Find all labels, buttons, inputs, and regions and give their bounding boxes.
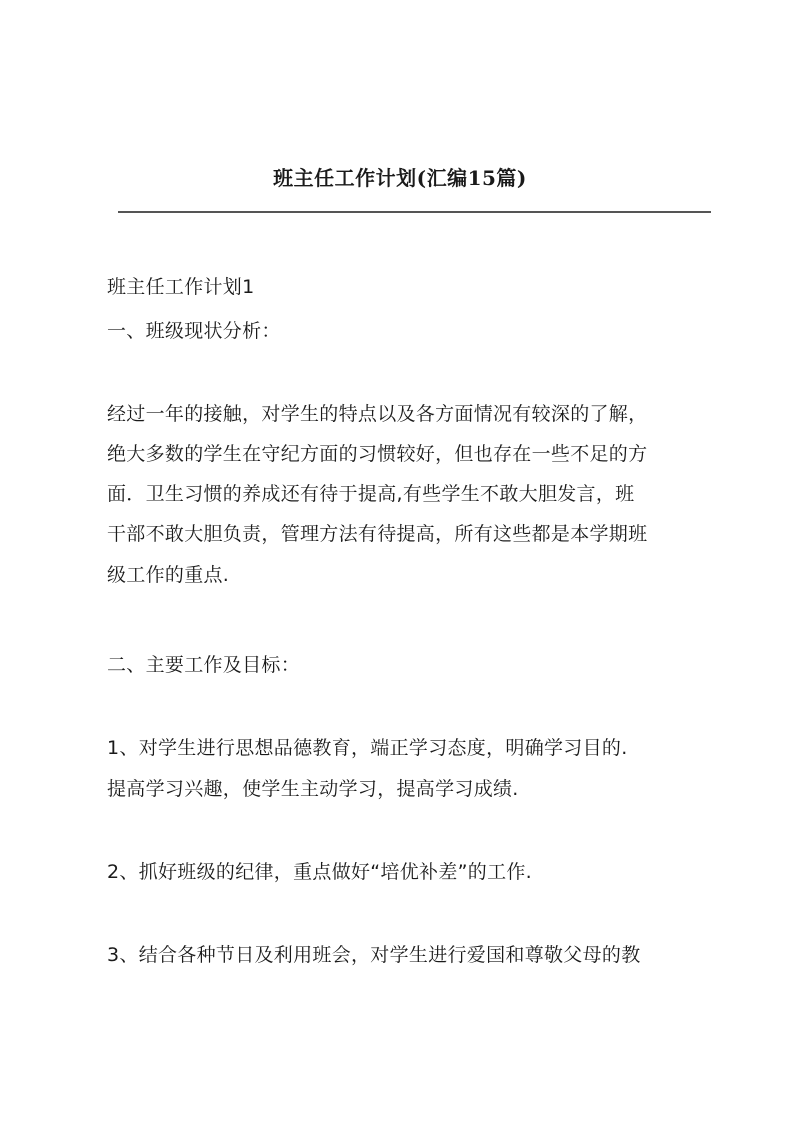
list-item-line: 1、对学生进行思想品德教育，端正学习态度，明确学习目的.: [107, 737, 628, 759]
title-divider: [118, 211, 711, 213]
paragraph-line: 级工作的重点.: [107, 564, 230, 586]
list-item-line: 3、结合各种节日及利用班会，对学生进行爱国和尊敬父母的教: [107, 944, 641, 966]
subsection-heading: 一、班级现状分析：: [107, 320, 281, 342]
document-title: 班主任工作计划(汇编15篇): [273, 166, 527, 190]
list-item-line: 提高学习兴趣，使学生主动学习，提高学习成绩.: [107, 778, 519, 800]
section-heading: 班主任工作计划1: [107, 276, 255, 298]
paragraph-line: 绝大多数的学生在守纪方面的习惯较好，但也存在一些不足的方: [107, 443, 648, 465]
paragraph-line: 经过一年的接触，对学生的特点以及各方面情况有较深的了解，: [107, 403, 648, 425]
paragraph-line: 面．卫生习惯的养成还有待于提高,有些学生不敢大胆发言，班: [107, 483, 635, 505]
paragraph-line: 干部不敢大胆负责，管理方法有待提高，所有这些都是本学期班: [107, 523, 648, 545]
list-item-line: 2、抓好班级的纪律，重点做好“培优补差”的工作.: [107, 861, 533, 883]
subsection-heading: 二、主要工作及目标：: [107, 654, 301, 676]
